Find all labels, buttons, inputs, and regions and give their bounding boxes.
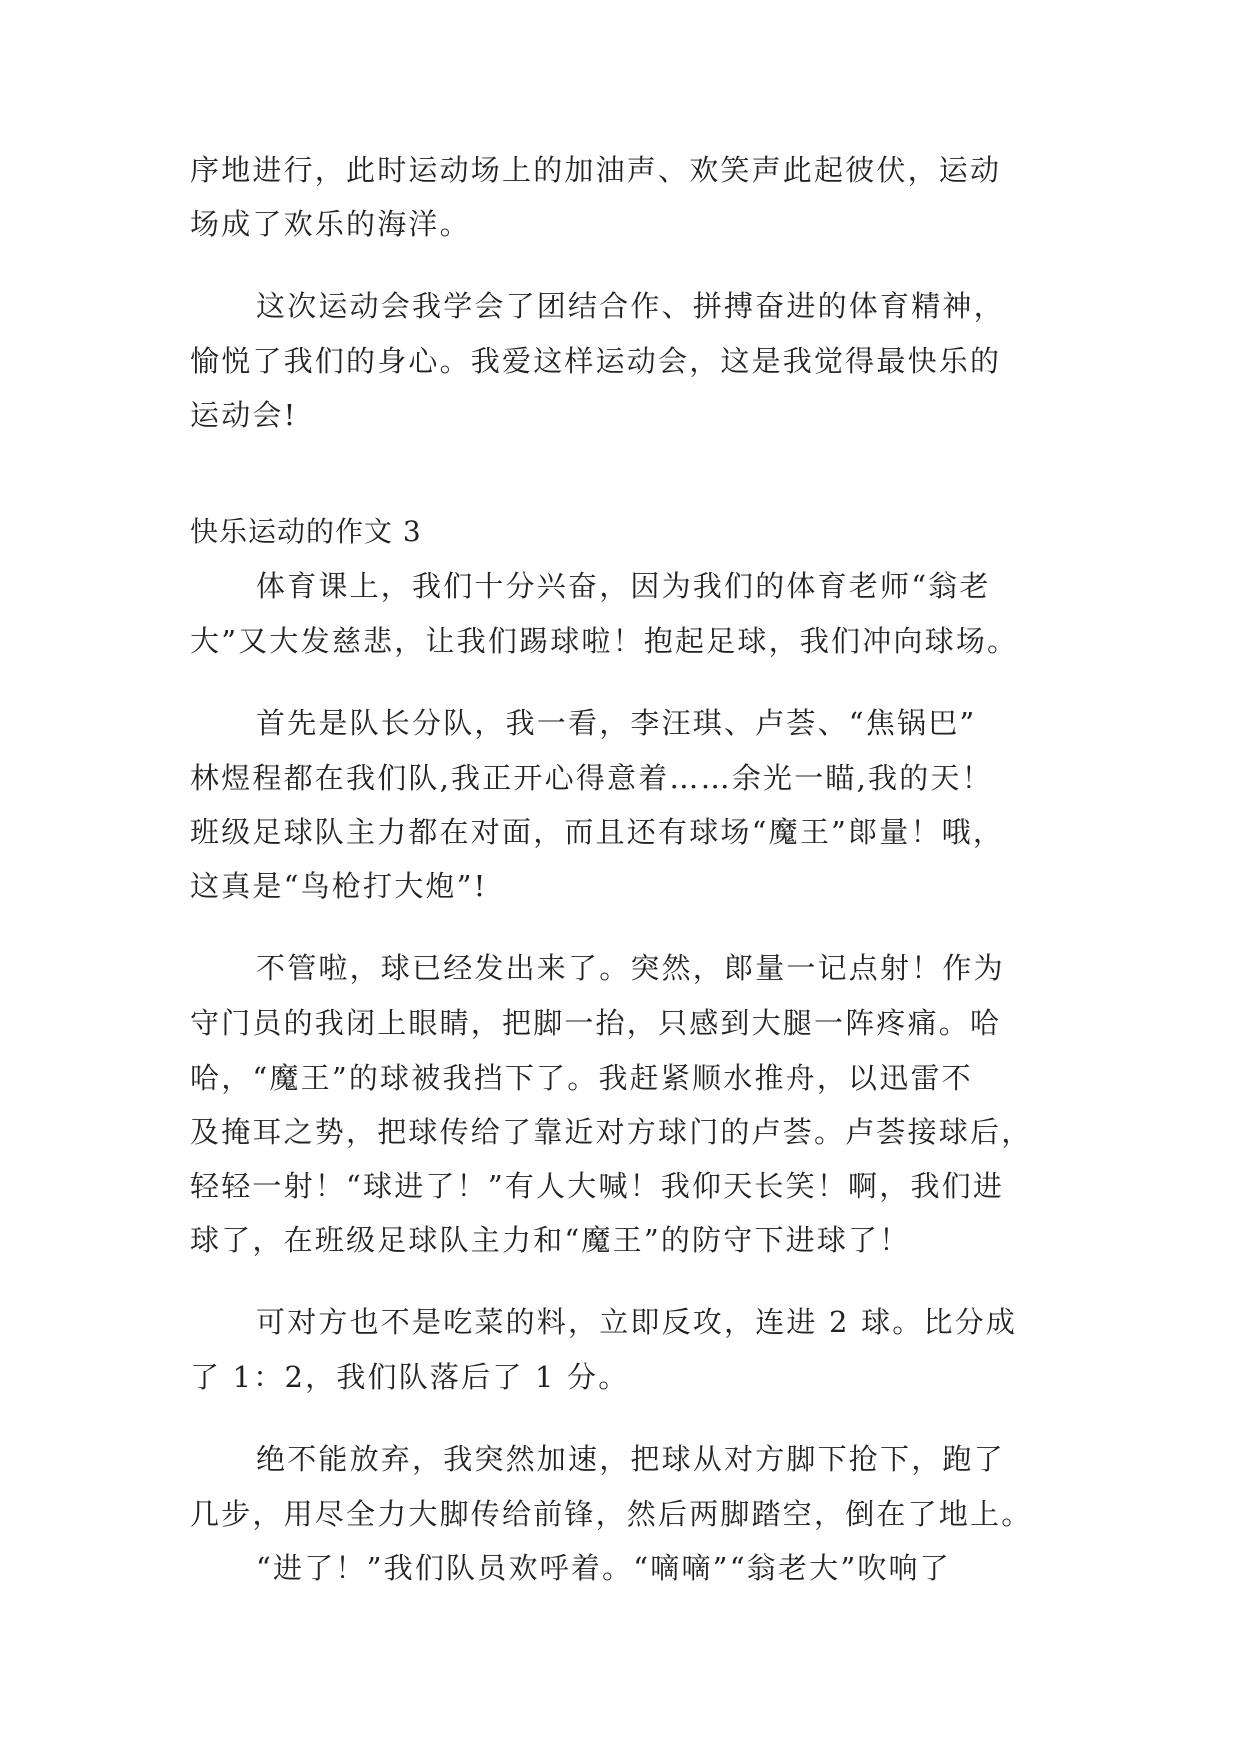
- paragraph-line: 可对方也不是吃菜的料，立即反攻，连进 2 球。比分成: [256, 1305, 1018, 1339]
- paragraph-line: 班级足球队主力都在对面，而且还有球场“魔王”郞量！哦，: [190, 815, 1005, 849]
- paragraph-line: 轻轻一射！“球进了！”有人大喊！我仰天长笑！啊，我们进: [190, 1169, 1005, 1203]
- paragraph-line: 不管啦，球已经发出来了。突然，郞量一记点射！作为: [256, 951, 1005, 985]
- paragraph-line: 哈，“魔王”的球被我挡下了。我赶紧顺水推舟，以迅雷不: [190, 1061, 973, 1095]
- paragraph-line: 大”又大发慈悲，让我们踢球啦！抱起足球，我们冲向球场。: [190, 624, 1019, 658]
- paragraph-line: 及掩耳之势，把球传给了靠近对方球门的卢荟。卢荟接球后，: [190, 1115, 1033, 1149]
- paragraph-line: 了 1：2，我们队落后了 1 分。: [190, 1360, 630, 1394]
- paragraph-line: “进了！”我们队员欢呼着。“嘀嘀”“翁老大”吹响了: [256, 1551, 951, 1585]
- paragraph-line: 球了，在班级足球队主力和“魔王”的防守下进球了！: [190, 1223, 911, 1257]
- paragraph-line: 这真是“鸟枪打大炮”!: [190, 869, 488, 903]
- paragraph-line: 运动会!: [190, 398, 298, 432]
- paragraph-line: 几步，用尽全力大脚传给前锋，然后两脚踏空，倒在了地上。: [190, 1497, 1033, 1531]
- paragraph-line: 林煜程都在我们队,我正开心得意着……余光一瞄,我的天！: [190, 761, 993, 795]
- paragraph-line: 体育课上，我们十分兴奋，因为我们的体育老师“翁老: [256, 569, 991, 603]
- paragraph-line: 序地进行，此时运动场上的加油声、欢笑声此起彼伏，运动: [190, 153, 1002, 187]
- paragraph-line: 绝不能放弃，我突然加速，把球从对方脚下抢下，跑了: [256, 1442, 1005, 1476]
- paragraph-line: 守门员的我闭上眼睛，把脚一抬，只感到大腿一阵疼痛。哈: [190, 1006, 1002, 1040]
- paragraph-line: 场成了欢乐的海洋。: [190, 207, 471, 241]
- paragraph-line: 愉悦了我们的身心。我爱这样运动会，这是我觉得最快乐的: [190, 344, 1002, 378]
- paragraph-line: 这次运动会我学会了团结合作、拼搏奋进的体育精神，: [256, 289, 1005, 323]
- paragraph-line: 首先是队长分队，我一看，李汪琪、卢荟、“焦锅巴”: [256, 706, 977, 740]
- section-heading: 快乐运动的作文 3: [190, 515, 422, 548]
